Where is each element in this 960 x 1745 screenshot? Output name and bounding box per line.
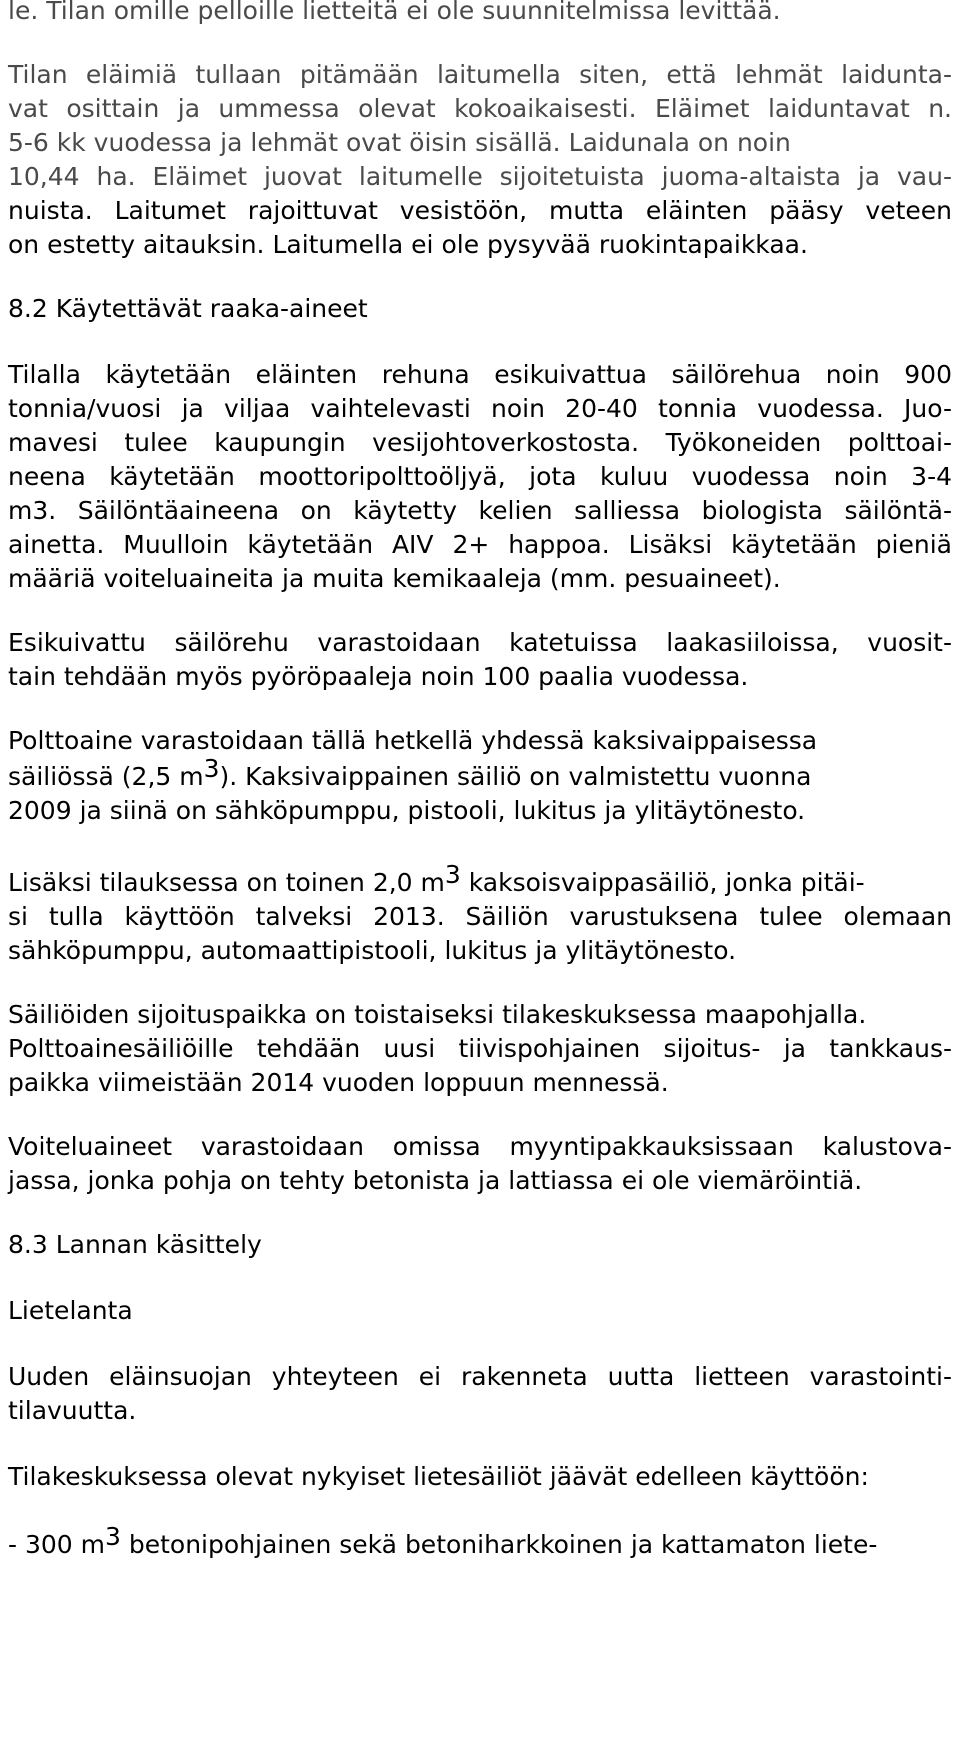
- text-line: vat osittain ja ummessa olevat kokoaikaisesti. Eläimet laiduntavat n.: [8, 94, 952, 123]
- text-line: 2009 ja siinä on sähköpumppu, pistooli, lukitus ja ylitäytönesto.: [8, 796, 806, 825]
- list-item: [8, 1522, 878, 1562]
- text-line: sähköpumppu, automaattipistooli, lukitus ja ylitäytönesto.: [8, 936, 737, 965]
- text-line: 10,44 ha. Eläimet juovat laitumelle sijoitetuista juoma-altaista ja vau-: [8, 162, 952, 191]
- text-line: neena käytetään moottoripolttoöljyä, jota kuluu vuodessa noin 3-4: [8, 462, 952, 491]
- text-line: jassa, jonka pohja on tehty betonista ja lattiassa ei ole viemäröintiä.: [8, 1166, 863, 1195]
- text-line: paikka viimeistään 2014 vuoden loppuun mennessä.: [8, 1068, 669, 1097]
- text-line: le. Tilan omille pelloille lietteitä ei ole suunnitelmissa levittää.: [8, 0, 781, 25]
- superscript: 3: [105, 1522, 121, 1551]
- text-line: Säiliöiden sijoituspaikka on toistaiseksi tilakeskuksessa maapohjalla.: [8, 1000, 867, 1029]
- text-span: - 300 m: [8, 1530, 105, 1559]
- text-span: ). Kaksivaippainen säiliö on valmistettu vuonna: [219, 762, 812, 791]
- text-span: kaksoisvaippasäiliö, jonka pitäi-: [460, 868, 865, 897]
- text-span: Lisäksi tilauksessa on toinen 2,0 m: [8, 868, 445, 897]
- text-line: Tilalla käytetään eläinten rehuna esikuivattua säilörehua noin 900: [8, 360, 952, 389]
- text-span: betonipohjainen sekä betoniharkkoinen ja kattamaton liete-: [120, 1530, 878, 1559]
- text-line: tain tehdään myös pyöröpaaleja noin 100 paalia vuodessa.: [8, 662, 749, 691]
- text-line: on estetty aitauksin. Laitumella ei ole pysyvää ruokintapaikkaa.: [8, 230, 808, 259]
- superscript: 3: [203, 754, 220, 783]
- text-line: ainetta. Muulloin käytetään AIV 2+ happoa. Lisäksi käytetään pieniä: [8, 530, 952, 559]
- section-heading: 8.2 Käytettävät raaka-aineet: [8, 294, 368, 323]
- subsection-heading: Lietelanta: [8, 1296, 133, 1325]
- text-line: Uuden eläinsuojan yhteyteen ei rakenneta uutta lietteen varastointi-: [8, 1362, 952, 1391]
- text-line: Polttoaine varastoidaan tällä hetkellä yhdessä kaksivaippaisessa: [8, 726, 818, 755]
- text-line: Tilan eläimiä tullaan pitämään laitumella siten, että lehmät laidunta-: [8, 60, 952, 89]
- text-line: si tulla käyttöön talveksi 2013. Säiliön varustuksena tulee olemaan: [8, 902, 952, 931]
- text-line: Esikuivattu säilörehu varastoidaan katetuissa laakasiiloissa, vuosit-: [8, 628, 952, 657]
- text-line: Voiteluaineet varastoidaan omissa myyntipakkauksissaan kalustova-: [8, 1132, 952, 1161]
- text-line: [8, 860, 865, 900]
- text-line: tilavuutta.: [8, 1396, 137, 1425]
- text-line: mavesi tulee kaupungin vesijohtoverkostosta. Työkoneiden polttoai-: [8, 428, 952, 457]
- text-line: Polttoainesäiliöille tehdään uusi tiivispohjainen sijoitus- ja tankkaus-: [8, 1034, 952, 1063]
- text-line: 5-6 kk vuodessa ja lehmät ovat öisin sisällä. Laidunala on noin: [8, 128, 791, 157]
- text-line: [8, 754, 812, 794]
- section-heading: 8.3 Lannan käsittely: [8, 1230, 262, 1259]
- text-line: nuista. Laitumet rajoittuvat vesistöön, mutta eläinten pääsy veteen: [8, 196, 952, 225]
- text-line: tonnia/vuosi ja viljaa vaihtelevasti noin 20-40 tonnia vuodessa. Juo-: [8, 394, 952, 423]
- text-line: Tilakeskuksessa olevat nykyiset lietesäiliöt jäävät edelleen käyttöön:: [8, 1462, 869, 1491]
- text-span: säiliössä (2,5 m: [8, 762, 204, 791]
- text-line: m3. Säilöntäaineena on käytetty kelien salliessa biologista säilöntä-: [8, 496, 952, 525]
- superscript: 3: [444, 860, 461, 889]
- text-line: määriä voiteluaineita ja muita kemikaaleja (mm. pesuaineet).: [8, 564, 781, 593]
